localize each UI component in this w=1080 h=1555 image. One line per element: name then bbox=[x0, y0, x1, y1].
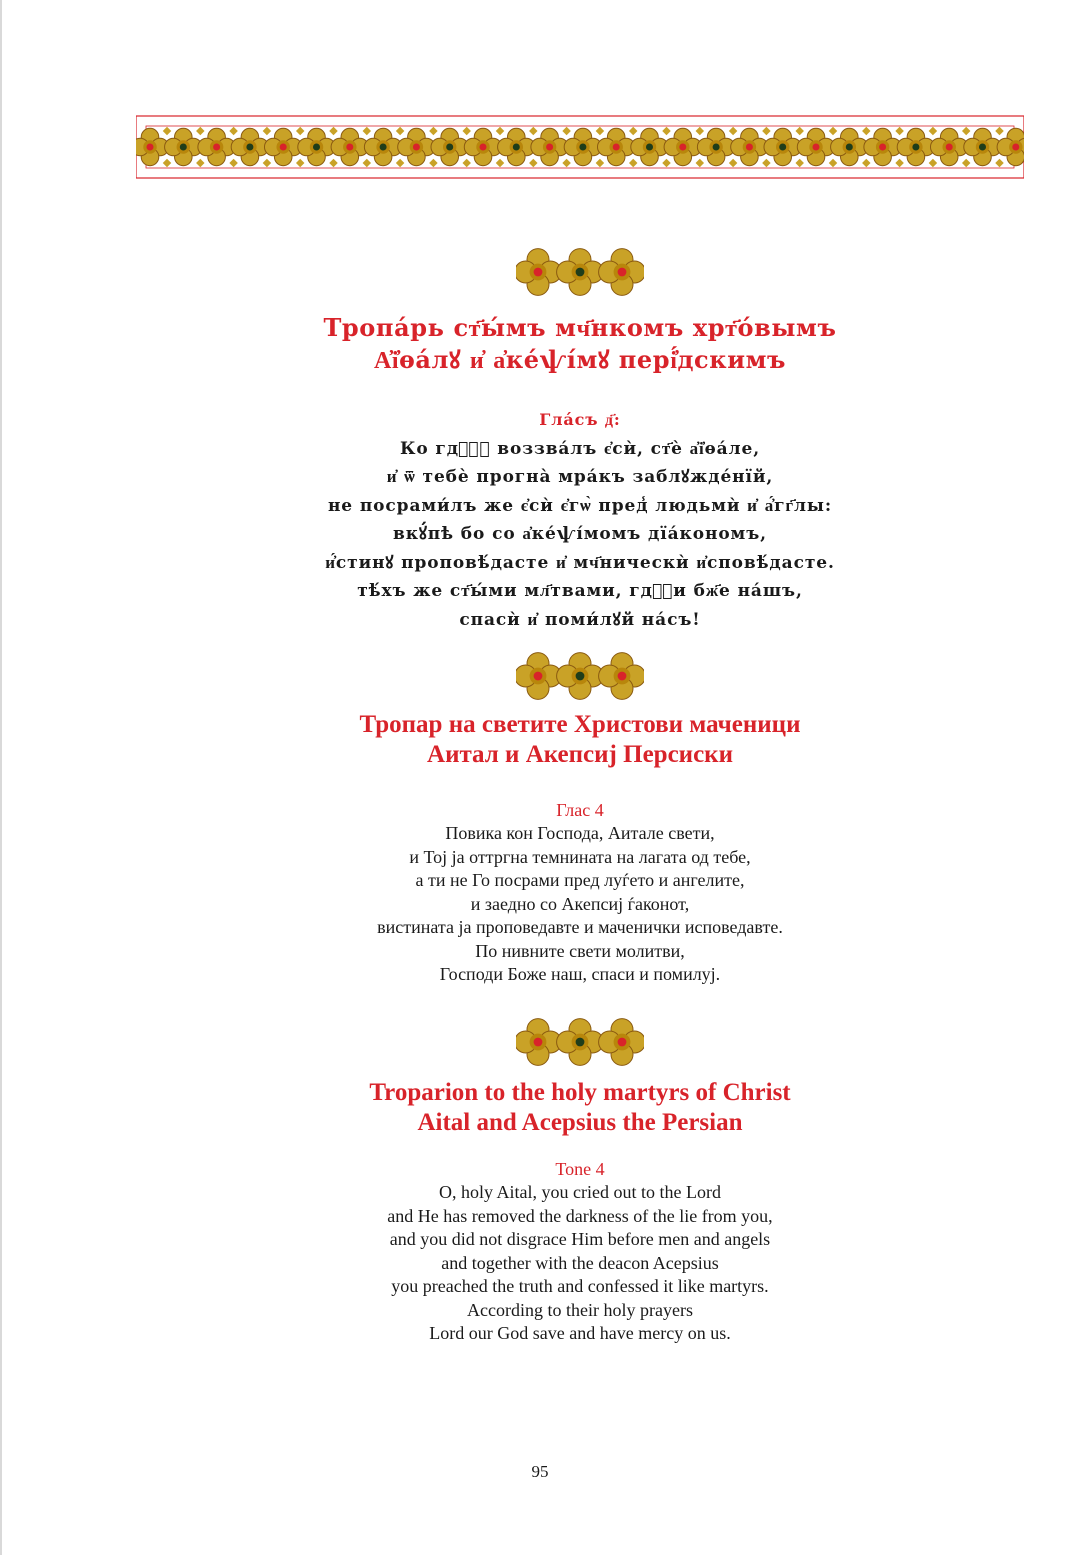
flower-ornament bbox=[697, 128, 734, 165]
divider-ornament bbox=[516, 1018, 644, 1066]
page-number: 95 bbox=[531, 1462, 549, 1481]
flower-ornament bbox=[897, 128, 934, 165]
flower-ornament bbox=[557, 249, 604, 296]
flower-ornament bbox=[864, 128, 901, 165]
flower-ornament bbox=[516, 653, 561, 700]
ornamental-border-band bbox=[136, 108, 1024, 186]
flower-ornament bbox=[516, 249, 561, 296]
english-line: and together with the deacon Acepsius bbox=[441, 1252, 719, 1273]
english-body bbox=[140, 1158, 1020, 1346]
macedonian-tone: Глас 4 bbox=[556, 800, 604, 820]
slavonic-line: и҆́стинꙋ проповѣ́дасте и҆ мч҃ническѝ и҆сповѣ́дасте. bbox=[325, 552, 835, 573]
slavonic-line: спасѝ и҆ поми́лꙋй на́съ! bbox=[459, 609, 701, 630]
flower-ornament bbox=[165, 128, 202, 165]
flower-ornament bbox=[964, 128, 1001, 165]
flower-ornament bbox=[930, 128, 967, 165]
macedonian-line: Повика кон Господа, Аитале свети, bbox=[445, 823, 715, 843]
flower-ornament bbox=[599, 1019, 644, 1066]
english-title-line2: Aital and Acepsius the Persian bbox=[417, 1109, 743, 1136]
flower-ornament bbox=[597, 128, 634, 165]
slavonic-line: не посрами́лъ же є҆сѝ є҆гѡ̀ пред̾ людьмѝ и҆ а҆́гг҃лы: bbox=[327, 495, 833, 516]
divider-ornament bbox=[516, 248, 644, 296]
flower-ornament bbox=[331, 128, 368, 165]
flower-ornament bbox=[364, 128, 401, 165]
flower-ornament bbox=[599, 653, 644, 700]
flower-ornament bbox=[516, 1019, 561, 1066]
slavonic-section bbox=[140, 312, 1020, 376]
flower-ornament bbox=[631, 128, 668, 165]
flower-ornament bbox=[764, 128, 801, 165]
flower-ornament bbox=[557, 653, 604, 700]
flower-ornament bbox=[198, 128, 235, 165]
english-tone: Tone 4 bbox=[555, 1159, 605, 1179]
english-line: and He has removed the darkness of the lie from you, bbox=[387, 1205, 773, 1226]
flower-ornament bbox=[431, 128, 468, 165]
flower-ornament bbox=[531, 128, 568, 165]
flower-ornament bbox=[831, 128, 868, 165]
english-section bbox=[140, 1078, 1020, 1138]
english-line: According to their holy prayers bbox=[467, 1299, 693, 1320]
flower-ornament bbox=[564, 128, 601, 165]
flower-ornament bbox=[731, 128, 768, 165]
flower-ornament bbox=[797, 128, 834, 165]
flower-ornament bbox=[498, 128, 535, 165]
macedonian-title-line1: Тропар на светите Христови маченици bbox=[359, 711, 801, 738]
slavonic-tone: Гла́съ д҃: bbox=[539, 410, 621, 429]
flower-ornament bbox=[997, 128, 1024, 165]
macedonian-title-line2: Аитал и Акепсиј Персиски bbox=[427, 741, 733, 768]
slavonic-line: и҆ ѿ тебѐ прогна̀ мра́къ заблꙋжде́нїй, bbox=[386, 467, 774, 487]
english-title-line1: Troparion to the holy martyrs of Christ bbox=[369, 1079, 791, 1106]
english-line: and you did not disgrace Him before men and angels bbox=[389, 1229, 771, 1249]
divider-ornament bbox=[516, 652, 644, 700]
macedonian-line: Господи Боже наш, спаси и помилуј. bbox=[439, 964, 721, 984]
flower-ornament bbox=[136, 128, 169, 165]
macedonian-line: а ти не Го посрами пред луѓето и ангелите, bbox=[415, 870, 745, 890]
macedonian-section bbox=[140, 710, 1020, 770]
slavonic-line: вкꙋ́пѣ бо со а҆ке́ѱі́момъ дїа́кономъ, bbox=[393, 524, 767, 544]
slavonic-body bbox=[140, 406, 1020, 634]
flower-ornament bbox=[398, 128, 435, 165]
slavonic-title-line1: Тропа́рь ст҃ы́мъ мч҃нкомъ хрт҃о́вымъ bbox=[323, 313, 837, 342]
flower-ornament bbox=[264, 128, 301, 165]
flower-ornament bbox=[231, 128, 268, 165]
flower-ornament bbox=[464, 128, 501, 165]
flower-ornament bbox=[599, 249, 644, 296]
macedonian-line: и Тој ја оттргна темнината на лагата од тебе, bbox=[409, 846, 751, 867]
flower-ornament bbox=[298, 128, 335, 165]
slavonic-line: тѣ́хъ же ст҃ы́ми мл҃твами, гдⷭ҇и бж҃е на́шъ, bbox=[357, 581, 803, 601]
macedonian-body bbox=[140, 799, 1020, 987]
flower-ornament bbox=[664, 128, 701, 165]
english-line: you preached the truth and confessed it like martyrs. bbox=[391, 1276, 769, 1296]
macedonian-line: вистината ја проповедавте и маченички исповедавте. bbox=[377, 917, 783, 937]
english-line: Lord our God save and have mercy on us. bbox=[429, 1323, 731, 1343]
macedonian-line: По нивните свети молитви, bbox=[475, 940, 685, 961]
slavonic-title-line2: А҆і҆ѳа́лꙋ и҆ а҆ке́ѱі́мꙋ пері҆́дскимъ bbox=[373, 345, 787, 374]
macedonian-line: и заедно со Акепсиј ѓаконот, bbox=[470, 893, 690, 914]
english-line: O, holy Aital, you cried out to the Lord bbox=[439, 1182, 721, 1202]
page-edge bbox=[0, 0, 2, 1555]
flower-ornament bbox=[557, 1019, 604, 1066]
slavonic-line: Ко гдⷭ҇ꙋ воззва́лъ є҆сѝ, ст҃ѐ а҆і҆ѳа́ле, bbox=[399, 438, 761, 459]
